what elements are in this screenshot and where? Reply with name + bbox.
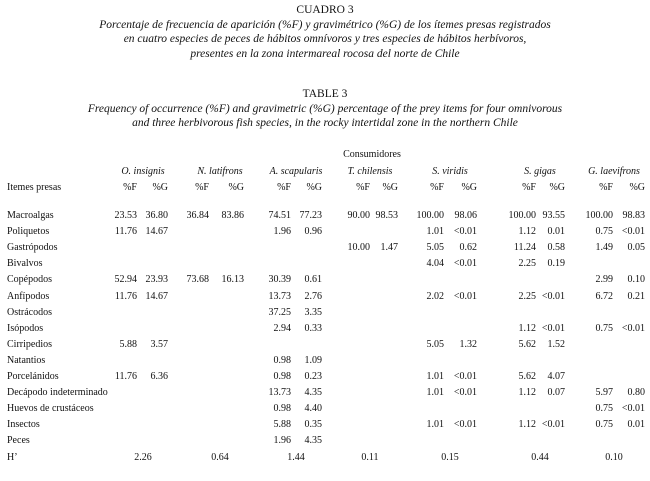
table-cell: 0.62 (459, 242, 477, 254)
table-cell: 0.96 (304, 226, 322, 238)
header-rule (6, 178, 646, 179)
table-cell: 23.53 (114, 210, 137, 221)
table-cell: 98.83 (622, 210, 645, 221)
table-cell: 73.68 (186, 274, 209, 286)
caption-heading: TABLE 3 (302, 88, 348, 100)
row-label: Anfípodos (7, 290, 50, 302)
row-header: Itemes presas (7, 182, 62, 193)
row-label: Natantios (7, 354, 46, 366)
row-label: Poliquetos (7, 226, 50, 238)
table-cell: 2.02 (426, 290, 444, 302)
table-cell: 2.99 (595, 274, 613, 286)
column-header: %F (430, 182, 444, 193)
table-cell: 30.39 (268, 274, 291, 286)
table-cell: 100.00 (416, 210, 444, 221)
table-cell: 1.01 (426, 226, 444, 238)
column-header: %G (549, 182, 565, 193)
column-header: %F (356, 182, 370, 193)
table-cell: 1.01 (426, 387, 444, 399)
species-header: O. insignis (121, 166, 165, 177)
table-cell: 4.04 (426, 258, 444, 270)
row-label: Isópodos (7, 322, 44, 334)
caption-english (0, 87, 650, 131)
table-cell: 13.73 (268, 290, 291, 302)
row-label: Ostrácodos (7, 306, 52, 318)
row-label: Decápodo indeterminado (7, 387, 108, 399)
diversity-value: 0.64 (211, 451, 229, 463)
table-cell: 0.75 (595, 226, 613, 238)
table-cell: 11.24 (513, 242, 536, 254)
table-cell: <0.01 (453, 387, 477, 399)
table-cell: <0.01 (621, 322, 645, 334)
column-header: %G (382, 182, 398, 193)
table-cell: 6.36 (150, 371, 168, 382)
table-cell: 1.01 (426, 419, 444, 431)
table-cell: <0.01 (453, 258, 477, 270)
diversity-value: 2.26 (134, 451, 152, 463)
caption-heading: CUADRO 3 (296, 4, 354, 16)
table-cell: 98.53 (375, 210, 398, 221)
table-cell: 1.52 (547, 338, 565, 350)
table-cell: <0.01 (541, 322, 565, 334)
table-cell: 93.55 (542, 210, 565, 221)
row-label: Cirripedios (7, 338, 52, 350)
species-header: G. laevifrons (588, 166, 640, 177)
species-header: S. gigas (524, 166, 556, 177)
row-label: Gastrópodos (7, 242, 58, 254)
column-header: %G (152, 182, 168, 193)
table-cell: 0.75 (595, 419, 613, 431)
species-header: S. viridis (432, 166, 468, 177)
table-cell: 0.19 (547, 258, 565, 270)
table-cell: 0.01 (547, 226, 565, 238)
table-cell: 10.00 (347, 242, 370, 254)
table-cell: 1.96 (273, 435, 291, 447)
table-cell: 4.40 (304, 403, 322, 415)
table-cell: 83.86 (221, 210, 244, 221)
table-cell: 11.76 (114, 290, 137, 302)
table-cell: 36.80 (145, 210, 168, 221)
table-cell: 5.05 (426, 242, 444, 254)
species-header: T. chilensis (347, 166, 393, 177)
column-header: %G (228, 182, 244, 193)
table-cell: 2.94 (273, 322, 291, 334)
table-cell: <0.01 (621, 226, 645, 238)
table-cell: 1.32 (459, 338, 477, 350)
species-header: N. latifrons (197, 166, 243, 177)
row-label: Porcelánidos (7, 371, 59, 382)
table-cell: 13.73 (268, 387, 291, 399)
table-cell: 5.62 (518, 338, 536, 350)
column-header: %G (629, 182, 645, 193)
table-cell: 0.98 (273, 371, 291, 382)
table-cell: 0.35 (304, 419, 322, 431)
table-cell: 14.67 (145, 226, 168, 238)
table-cell: 5.88 (273, 419, 291, 431)
table-cell: 0.10 (627, 274, 645, 286)
table-cell: 4.35 (304, 435, 322, 447)
diversity-value: 1.44 (287, 451, 305, 463)
row-label: Macroalgas (7, 210, 54, 221)
diversity-value: 0.10 (605, 451, 623, 463)
table-cell: 0.23 (304, 371, 322, 382)
row-label: Bivalvos (7, 258, 43, 270)
table-cell: 1.12 (518, 419, 536, 431)
diversity-value: 0.11 (361, 451, 379, 463)
caption-line: presentes en la zona intermareal rocosa del norte de Chile (190, 47, 460, 60)
table-cell: 0.98 (273, 354, 291, 366)
table-cell: 1.01 (426, 371, 444, 382)
table-cell: 0.33 (304, 322, 322, 334)
consumers-group-header: Consumidores (343, 149, 401, 160)
caption-line: Frequency of occurrence (%F) and gravimetric (%G) percentage of the prey items for four omnivorous (87, 102, 563, 115)
row-label: Copépodos (7, 274, 52, 286)
table-cell: 11.76 (114, 226, 137, 238)
table-cell: 0.58 (547, 242, 565, 254)
table-cell: 37.25 (268, 306, 291, 318)
column-header: %F (599, 182, 613, 193)
table-cell: 14.67 (145, 290, 168, 302)
table-cell: 98.06 (454, 210, 477, 221)
table-cell: 0.98 (273, 403, 291, 415)
table-cell: 5.62 (518, 371, 536, 382)
table-cell: 3.35 (304, 306, 322, 318)
table-cell: 2.25 (518, 290, 536, 302)
table-cell: 3.57 (150, 338, 168, 350)
table-cell: 74.51 (268, 210, 291, 221)
table-cell: <0.01 (453, 226, 477, 238)
row-label: Insectos (7, 419, 40, 431)
table-cell: 6.72 (595, 290, 613, 302)
caption-line: en cuatro especies de peces de hábitos omnívoros y tres especies de hábitos herbívoros, (123, 33, 527, 45)
table-cell: 0.80 (627, 387, 645, 399)
diversity-value: 0.15 (441, 451, 459, 463)
table-cell: 90.00 (347, 210, 370, 221)
diversity-label: H’ (7, 451, 18, 463)
column-header: %F (195, 182, 209, 193)
table-cell: 2.25 (518, 258, 536, 270)
table-cell: 100.00 (585, 210, 613, 221)
diversity-value: 0.44 (531, 451, 549, 463)
table-cell: 16.13 (221, 274, 244, 286)
table-cell: 4.35 (304, 387, 322, 399)
table-cell: 5.88 (119, 338, 137, 350)
table-cell: 1.12 (518, 387, 536, 399)
table-cell: 2.76 (304, 290, 322, 302)
table-cell: 11.76 (114, 371, 137, 382)
table-cell: <0.01 (453, 419, 477, 431)
column-header: %G (306, 182, 322, 193)
table-cell: 1.12 (518, 226, 536, 238)
table-cell: <0.01 (453, 290, 477, 302)
table-cell: 4.07 (547, 371, 565, 382)
species-header: A. scapularis (269, 166, 323, 177)
table-cell: 1.09 (304, 354, 322, 366)
table-cell: 36.84 (186, 210, 209, 221)
column-header: %G (461, 182, 477, 193)
row-label: Huevos de crustáceos (7, 403, 94, 415)
table-cell: 0.75 (595, 403, 613, 415)
column-header: %F (277, 182, 291, 193)
table-cell: 5.97 (595, 387, 613, 399)
table-cell: <0.01 (541, 419, 565, 431)
table-cell: 0.05 (627, 242, 645, 254)
table-cell: <0.01 (621, 403, 645, 415)
row-label: Peces (7, 435, 30, 447)
table-cell: 1.12 (518, 322, 536, 334)
table-cell: 1.96 (273, 226, 291, 238)
caption-line: Porcentaje de frecuencia de aparición (%F) y gravimétrico (%G) de los ítemes presas registrados (99, 18, 551, 31)
table-cell: 5.05 (426, 338, 444, 350)
table-cell: 1.47 (380, 242, 398, 254)
caption-line: and three herbivorous fish species, in the rocky intertidal zone in the northern Chile (132, 117, 518, 129)
table-cell: <0.01 (541, 290, 565, 302)
table-cell: 52.94 (114, 274, 137, 286)
table-cell: 100.00 (508, 210, 536, 221)
caption-spanish (0, 3, 650, 61)
column-header: %F (522, 182, 536, 193)
table-cell: 0.61 (304, 274, 322, 286)
table-cell: 0.01 (627, 419, 645, 431)
table-cell: 0.75 (595, 322, 613, 334)
table-cell: 23.93 (145, 274, 168, 286)
table-cell: 77.23 (299, 210, 322, 221)
table-cell: 0.07 (547, 387, 565, 399)
table-cell: <0.01 (453, 371, 477, 382)
table-cell: 0.21 (627, 290, 645, 302)
table-cell: 1.49 (595, 242, 613, 254)
column-header: %F (123, 182, 137, 193)
